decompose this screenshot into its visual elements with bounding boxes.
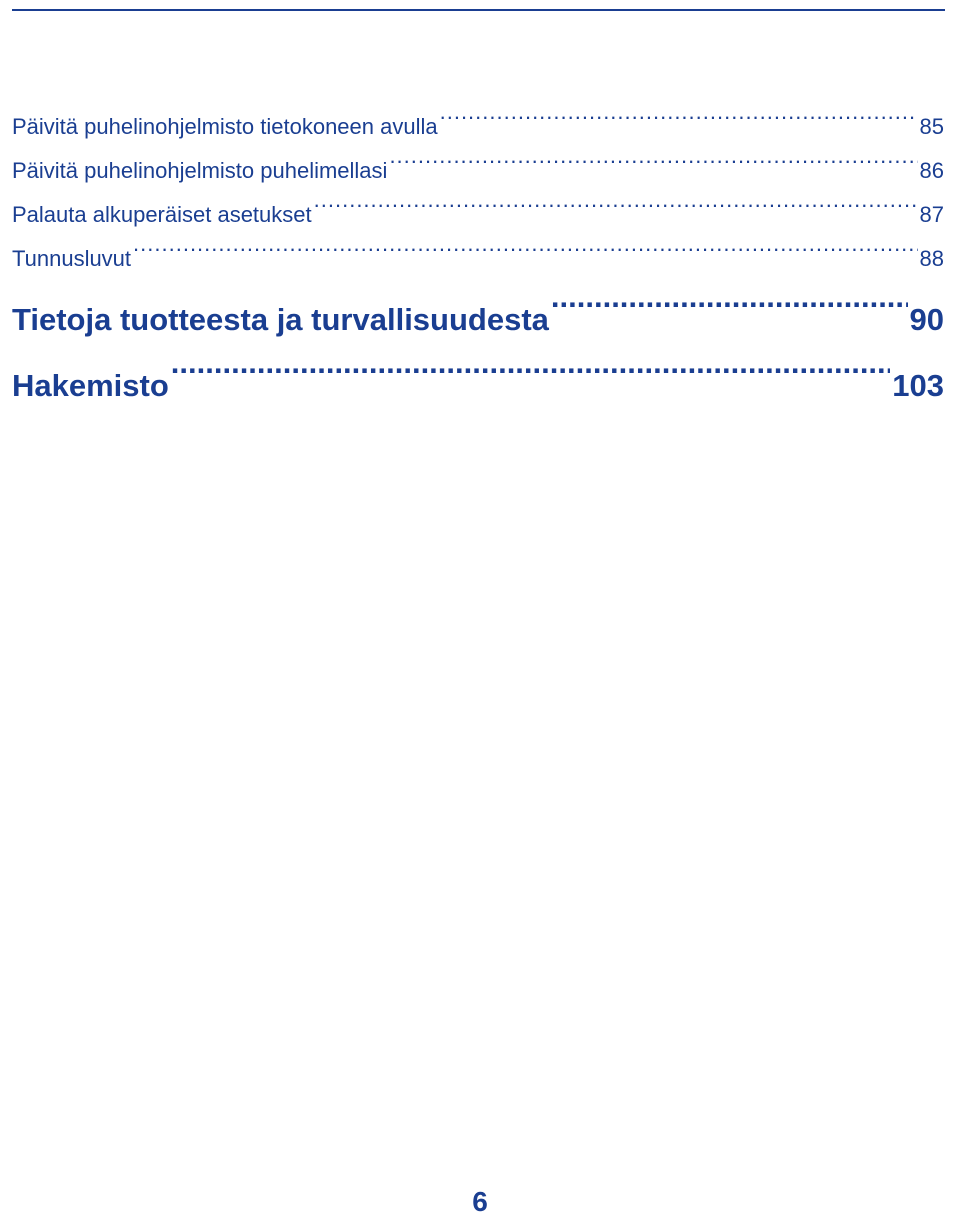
dot-leader — [133, 244, 917, 266]
dot-leader — [551, 299, 908, 330]
toc-chapter-entry[interactable] — [12, 353, 944, 419]
toc-chapter-entry[interactable] — [12, 287, 944, 353]
toc-entry-title: Päivitä puhelinohjelmisto tietokoneen avulla — [12, 114, 438, 139]
toc-entry[interactable] — [12, 237, 944, 281]
page-number: 6 — [472, 1186, 488, 1217]
toc-entry-page: 86 — [919, 158, 944, 183]
dot-leader — [389, 156, 917, 178]
toc-entry-title: Päivitä puhelinohjelmisto puhelimellasi — [12, 158, 388, 183]
toc-chapter-page: 103 — [892, 368, 944, 403]
toc-entry[interactable] — [12, 105, 944, 149]
table-of-contents — [12, 105, 944, 419]
toc-chapter-page: 90 — [909, 302, 944, 337]
top-rule — [12, 9, 945, 11]
toc-entry-page: 87 — [919, 202, 944, 227]
toc-entry-page: 88 — [919, 246, 944, 271]
toc-chapter-title: Hakemisto — [12, 368, 169, 403]
dot-leader — [314, 200, 918, 222]
dot-leader — [440, 112, 918, 134]
toc-entry[interactable] — [12, 193, 944, 237]
dot-leader — [171, 365, 890, 396]
toc-entry-title: Tunnusluvut — [12, 246, 132, 271]
toc-entry-title: Palauta alkuperäiset asetukset — [12, 202, 312, 227]
toc-chapter-title: Tietoja tuotteesta ja turvallisuudesta — [12, 302, 549, 337]
toc-entry-page: 85 — [919, 114, 944, 139]
toc-entry[interactable] — [12, 149, 944, 193]
